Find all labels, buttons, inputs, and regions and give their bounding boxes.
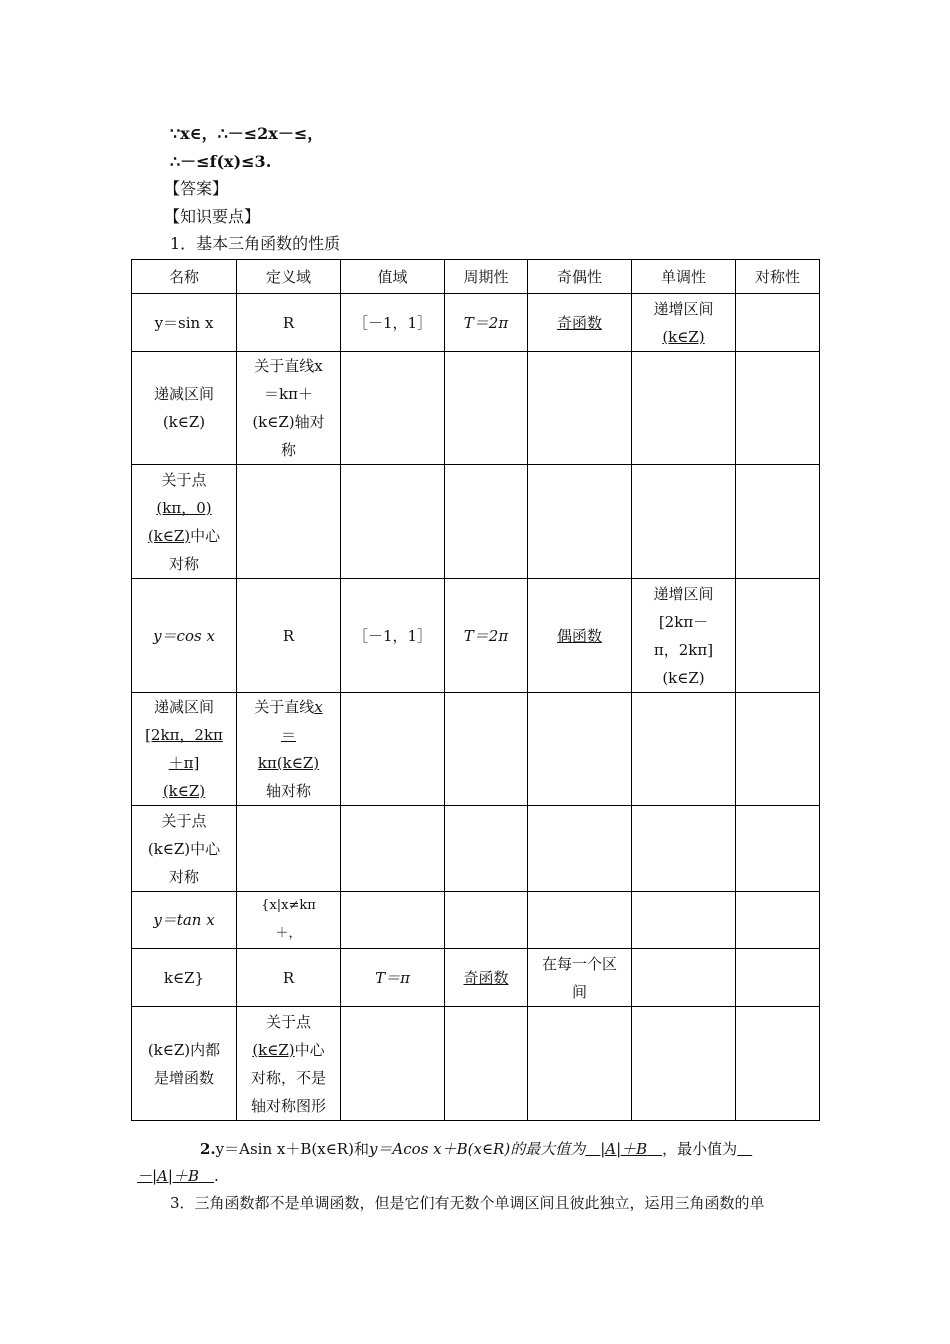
sin-name: y＝sin x: [132, 294, 237, 352]
cos-domain: R: [237, 579, 341, 693]
table-row: [132, 352, 820, 465]
empty-cell: [341, 806, 445, 892]
table-row: [132, 892, 820, 949]
tan-r3-c1: [132, 1007, 237, 1121]
empty-cell: [736, 693, 820, 806]
cell-text: (k∈Z)中心: [147, 839, 221, 858]
cell-text: ＋π]: [168, 754, 200, 772]
cos-parity: 偶函数: [528, 579, 632, 693]
tan-r2-c2: R: [237, 949, 341, 1007]
cell-text: 在每一个区: [541, 954, 617, 973]
empty-cell: [632, 1007, 736, 1121]
sin-symmetry: [736, 294, 820, 352]
empty-cell: [341, 465, 445, 579]
empty-cell: [445, 806, 528, 892]
cell-text: 关于点: [161, 470, 207, 489]
sin-r2-c2: [237, 352, 341, 465]
header-monotonicity: 单调性: [632, 260, 736, 294]
sin-period: T＝2π: [445, 294, 528, 352]
cell-text: 关于点: [265, 1012, 311, 1031]
header-symmetry: 对称性: [736, 260, 820, 294]
cell-text: 称: [280, 441, 296, 459]
table-row: [132, 949, 820, 1007]
item2-text-a: y＝Asin x＋B(x∈R)和: [215, 1140, 369, 1158]
tan-domain: [237, 892, 341, 949]
empty-cell: [632, 465, 736, 579]
empty-cell: [445, 1007, 528, 1121]
empty-cell: [736, 949, 820, 1007]
cell-text: x: [314, 698, 323, 716]
empty-cell: [445, 465, 528, 579]
cell-text: 递增区间: [653, 584, 714, 603]
empty-cell: [341, 693, 445, 806]
empty-cell: [237, 806, 341, 892]
table-row: [132, 693, 820, 806]
cell-text: 递减区间: [153, 698, 214, 716]
cell-text: 中心: [190, 526, 221, 545]
cos-name: y＝cos x: [132, 579, 237, 693]
table-row: [132, 1007, 820, 1121]
cell-text: kπ(k∈Z): [257, 754, 320, 772]
sin-r2-c1: [132, 352, 237, 465]
table-header-row: [132, 260, 820, 294]
intro-line-1: ∵x∈，∴－≤2x－≤，: [170, 124, 324, 143]
empty-cell: [736, 465, 820, 579]
cell-text: 是增函数: [153, 1068, 214, 1087]
sin-monotonicity: [632, 294, 736, 352]
item2-line-1: [200, 1137, 752, 1161]
item2-line-2: [137, 1164, 219, 1188]
cell-text: (kπ，0): [156, 498, 212, 517]
cell-text: ＝kπ＋: [264, 385, 313, 403]
cell-text: [2kπ，2kπ: [145, 726, 223, 744]
cell-text: π，2kπ]: [653, 640, 714, 659]
empty-cell: [736, 806, 820, 892]
header-parity: 奇偶性: [528, 260, 632, 294]
tan-r2-c5: [528, 949, 632, 1007]
cell-text: 递减区间: [153, 385, 214, 403]
empty-cell: [528, 352, 632, 465]
item2-number: 2.: [200, 1140, 216, 1158]
tan-r2-c1: k∈Z}: [132, 949, 237, 1007]
item2-text-c: ，最小值为: [662, 1140, 738, 1158]
empty-cell: [736, 892, 820, 949]
cell-text: 间: [571, 982, 587, 1001]
cell-text: 对称，不是: [250, 1068, 326, 1087]
tan-r3-c2: [237, 1007, 341, 1121]
item2-blank-lead: [737, 1140, 752, 1158]
item2-text-b: y＝Acos x＋B(x∈R)的最大值为: [368, 1140, 586, 1158]
header-period: 周期性: [445, 260, 528, 294]
table-row: [132, 579, 820, 693]
cell-text: 关于直线: [254, 698, 315, 716]
empty-cell: [736, 1007, 820, 1121]
sin-domain: R: [237, 294, 341, 352]
cos-r2-c2: [237, 693, 341, 806]
answer-label: 【答案】: [164, 179, 229, 198]
empty-cell: [632, 693, 736, 806]
empty-cell: [528, 892, 632, 949]
cell-text: {x|x≠kπ: [261, 898, 316, 913]
sin-r3-c1: [132, 465, 237, 579]
cell-text: 关于直线x: [254, 357, 323, 375]
cell-text: 对称: [168, 867, 199, 886]
cos-r2-c1: [132, 693, 237, 806]
cell-text: 轴对称: [265, 782, 311, 800]
cos-period: T＝2π: [445, 579, 528, 693]
trig-properties-table: [131, 259, 820, 1121]
empty-cell: [632, 352, 736, 465]
cell-text: (k∈Z): [147, 526, 191, 545]
cell-text: (k∈Z): [252, 1040, 295, 1059]
tan-r2-c4: 奇函数: [445, 949, 528, 1007]
cell-text: ＝: [280, 726, 296, 744]
cell-text: (k∈Z)内都: [147, 1040, 221, 1059]
cell-text: (k∈Z): [162, 782, 206, 800]
table-row: [132, 465, 820, 579]
cell-text: 中心: [294, 1040, 325, 1059]
cos-monotonicity: [632, 579, 736, 693]
item2-min-value: －|A|＋B: [137, 1167, 199, 1185]
sin-mono-line-2: (k∈Z): [662, 327, 705, 346]
header-range: 值域: [341, 260, 445, 294]
item2-tail: .: [213, 1167, 219, 1185]
empty-cell: [341, 352, 445, 465]
section1-title: 1．基本三角函数的性质: [170, 234, 341, 253]
table-row: [132, 294, 820, 352]
tan-name: y＝tan x: [132, 892, 237, 949]
intro-line-2: ∴－≤f(x)≤3.: [170, 152, 272, 171]
cos-range: ［－1，1］: [341, 579, 445, 693]
cell-text: (k∈Z): [662, 668, 705, 687]
empty-cell: [528, 1007, 632, 1121]
empty-cell: [341, 1007, 445, 1121]
cos-symmetry: [736, 579, 820, 693]
empty-cell: [528, 693, 632, 806]
empty-cell: [528, 806, 632, 892]
empty-cell: [632, 892, 736, 949]
item2-max-value: |A|＋B: [600, 1140, 648, 1158]
empty-cell: [632, 949, 736, 1007]
empty-cell: [445, 892, 528, 949]
item2-min-blank: [137, 1167, 214, 1185]
sin-mono-line-1: 递增区间: [653, 299, 714, 318]
tan-r2-c3: T＝π: [341, 949, 445, 1007]
empty-cell: [445, 693, 528, 806]
empty-cell: [445, 352, 528, 465]
empty-cell: [632, 806, 736, 892]
cell-text: ＋，: [275, 926, 302, 941]
cell-text: (k∈Z)轴对: [252, 413, 325, 431]
cos-r3-c1: [132, 806, 237, 892]
item3-line: 3．三角函数都不是单调函数，但是它们有无数个单调区间且彼此独立，运用三角函数的单: [170, 1194, 765, 1212]
empty-cell: [341, 892, 445, 949]
empty-cell: [528, 465, 632, 579]
knowledge-label: 【知识要点】: [164, 207, 261, 226]
empty-cell: [237, 465, 341, 579]
cell-text: (k∈Z): [162, 413, 206, 431]
cell-text: 对称: [168, 554, 199, 573]
table-row: [132, 806, 820, 892]
header-name: 名称: [132, 260, 237, 294]
cell-text: 关于点: [161, 811, 207, 830]
item2-max-blank: [585, 1140, 662, 1158]
sin-range: ［－1，1］: [341, 294, 445, 352]
sin-parity: 奇函数: [528, 294, 632, 352]
cell-text: [2kπ－: [658, 612, 709, 631]
header-domain: 定义域: [237, 260, 341, 294]
empty-cell: [736, 352, 820, 465]
cell-text: 轴对称图形: [250, 1096, 326, 1115]
